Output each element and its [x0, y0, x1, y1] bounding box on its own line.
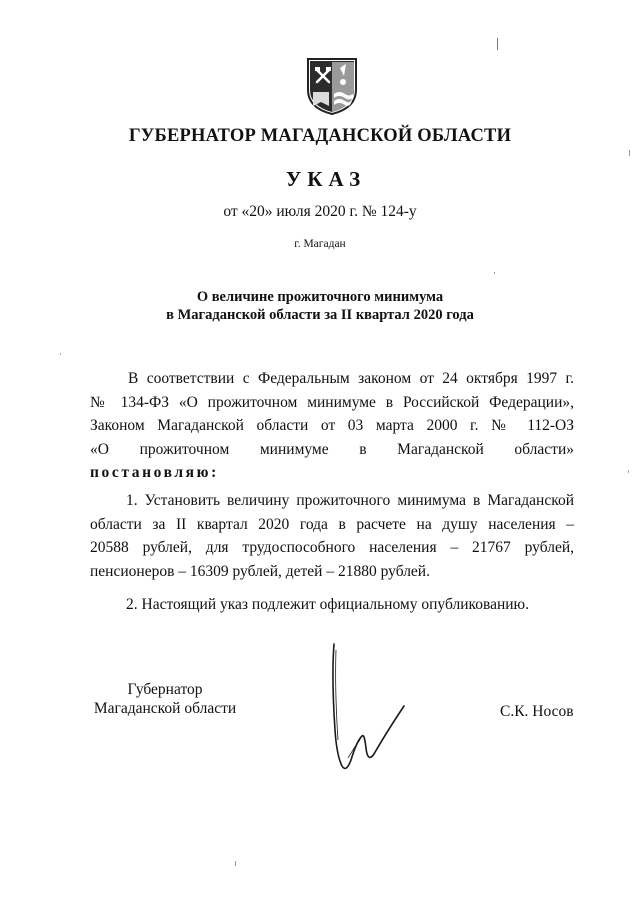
coat-of-arms-icon [305, 56, 359, 116]
list-item [90, 593, 574, 617]
preamble-line-3: Законом Магаданской области от 03 марта 2000 г. № 112-ОЗ [90, 417, 574, 434]
preamble-paragraph [90, 367, 574, 485]
subject-line-2: в Магаданской области за II квартал 2020 года [166, 307, 474, 323]
item-1-line-4: пенсионеров – 16309 рублей, детей – 21880 рублей. [90, 562, 430, 580]
item-1-line-3: 20588 рублей, для трудоспособного населения – 21767 рублей, [90, 539, 574, 556]
decree-word: постановляю: [90, 464, 219, 481]
item-1-line-2: области за II квартал 2020 года в расчете на душу населения – [90, 515, 574, 533]
document-subject [0, 288, 640, 324]
document-type: УКАЗ [285, 167, 367, 191]
signatory-name: С.К. Носов [500, 703, 574, 720]
document-date-number: от «20» июля 2020 г. № 124-у [223, 203, 417, 220]
handwritten-signature-icon [318, 640, 428, 790]
authority-title: ГУБЕРНАТОР МАГАДАНСКОЙ ОБЛАСТИ [128, 126, 512, 146]
item-2-line-1: 2. Настоящий указ подлежит официальному опубликованию. [126, 596, 530, 613]
preamble-line-4: «О прожиточном минимуме в Магаданской области» [90, 440, 574, 458]
subject-line-1: О величине прожиточного минимума [196, 289, 444, 305]
decree-word-line [90, 461, 574, 485]
position-line-1: Губернатор [127, 681, 203, 698]
list-item [90, 489, 574, 583]
signatory-position [90, 680, 240, 718]
document-city: г. Магадан [294, 238, 346, 250]
item-1-line-1: 1. Установить величину прожиточного минимума в Магаданской [126, 492, 574, 509]
preamble-line-2: № 134-ФЗ «О прожиточном минимуме в Российской Федерации», [90, 393, 574, 411]
position-line-2: Магаданской области [93, 700, 237, 717]
preamble-line-1: В соответствии с Федеральным законом от 24 октября 1997 г. [128, 370, 574, 387]
